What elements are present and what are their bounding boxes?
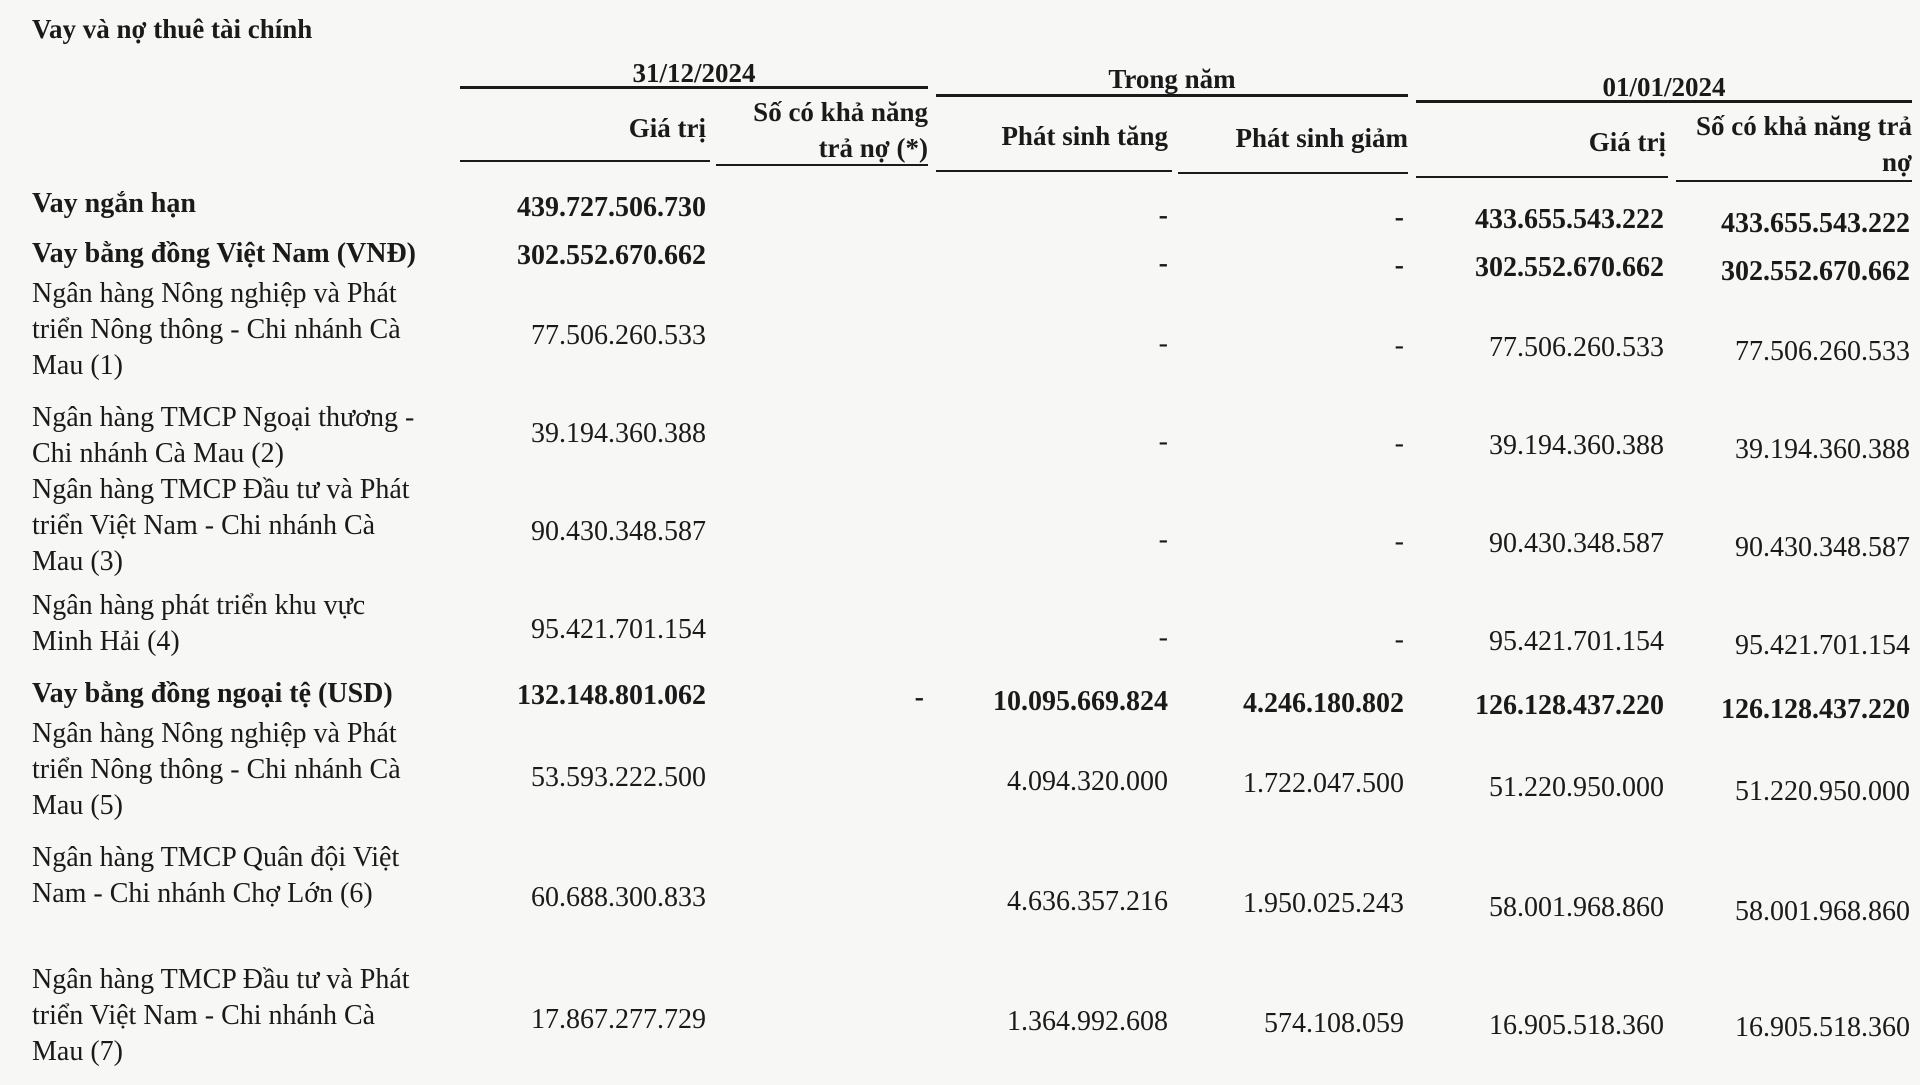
cell-increase: - bbox=[1158, 426, 1168, 457]
cell-begin-payable: 16.905.518.360 bbox=[1735, 1012, 1910, 1043]
col-rule-decrease bbox=[1178, 172, 1408, 174]
cell-end-payable: - bbox=[914, 682, 924, 713]
cell-begin-payable: 39.194.360.388 bbox=[1735, 434, 1910, 465]
cell-end-value: 60.688.300.833 bbox=[531, 882, 706, 913]
col-header-begin-payable: Số có khả năng trả nợ bbox=[1695, 111, 1912, 177]
cell-end-value: 53.593.222.500 bbox=[531, 762, 706, 793]
cell-end-value: 132.148.801.062 bbox=[517, 680, 706, 711]
row-label: Ngân hàng Nông nghiệp và Phát triển Nông thông - Chi nhánh Cà Mau (1) bbox=[32, 278, 401, 381]
cell-end-value: 17.867.277.729 bbox=[531, 1004, 706, 1035]
row-label: Ngân hàng TMCP Ngoại thương - Chi nhánh Cà Mau (2) bbox=[32, 402, 415, 469]
group-header-begin-period: 01/01/2024 bbox=[1602, 72, 1726, 102]
cell-begin-payable: 95.421.701.154 bbox=[1735, 630, 1910, 661]
cell-increase: - bbox=[1158, 328, 1168, 359]
cell-begin-payable: 433.655.543.222 bbox=[1721, 208, 1910, 239]
row-label: Ngân hàng TMCP Quân đội Việt Nam - Chi nhánh Chợ Lớn (6) bbox=[32, 842, 400, 909]
cell-increase: 4.636.357.216 bbox=[1007, 886, 1168, 917]
col-header-end-payable: Số có khả năng trả nợ (*) bbox=[753, 97, 928, 163]
cell-decrease: 1.722.047.500 bbox=[1243, 768, 1404, 799]
cell-decrease: - bbox=[1394, 624, 1404, 655]
row-label: Vay bằng đồng Việt Nam (VNĐ) bbox=[32, 238, 417, 269]
cell-decrease: 1.950.025.243 bbox=[1243, 888, 1404, 919]
cell-begin-payable: 58.001.968.860 bbox=[1735, 896, 1910, 927]
cell-begin-value: 90.430.348.587 bbox=[1489, 528, 1664, 559]
cell-end-value: 39.194.360.388 bbox=[531, 418, 706, 449]
cell-begin-value: 51.220.950.000 bbox=[1489, 772, 1664, 803]
group-rule-end-period bbox=[460, 86, 928, 89]
cell-begin-value: 58.001.968.860 bbox=[1489, 892, 1664, 923]
cell-increase: 4.094.320.000 bbox=[1007, 766, 1168, 797]
cell-decrease: 4.246.180.802 bbox=[1243, 688, 1404, 719]
cell-end-value: 439.727.506.730 bbox=[517, 192, 706, 223]
cell-end-value: 90.430.348.587 bbox=[531, 516, 706, 547]
cell-increase: - bbox=[1158, 248, 1168, 279]
cell-begin-value: 16.905.518.360 bbox=[1489, 1010, 1664, 1041]
col-rule-end-value bbox=[460, 160, 710, 162]
section-title: Vay và nợ thuê tài chính bbox=[32, 14, 313, 44]
col-header-begin-value: Giá trị bbox=[1588, 127, 1666, 157]
col-header-decrease: Phát sinh giảm bbox=[1235, 123, 1408, 153]
group-header-during-year: Trong năm bbox=[1108, 64, 1236, 94]
row-label: Ngân hàng phát triển khu vực Minh Hải (4) bbox=[32, 590, 366, 657]
cell-begin-payable: 77.506.260.533 bbox=[1735, 336, 1910, 367]
row-label: Vay ngắn hạn bbox=[32, 188, 196, 219]
col-header-end-value: Giá trị bbox=[628, 113, 706, 143]
group-rule-during-year bbox=[936, 94, 1408, 97]
cell-begin-value: 126.128.437.220 bbox=[1475, 690, 1664, 721]
cell-end-value: 95.421.701.154 bbox=[531, 614, 706, 645]
cell-decrease: - bbox=[1394, 250, 1404, 281]
cell-increase: - bbox=[1158, 622, 1168, 653]
cell-decrease: - bbox=[1394, 202, 1404, 233]
cell-end-value: 302.552.670.662 bbox=[517, 240, 706, 271]
row-label: Vay bằng đồng ngoại tệ (USD) bbox=[32, 678, 393, 709]
cell-decrease: 574.108.059 bbox=[1264, 1008, 1404, 1039]
cell-decrease: - bbox=[1394, 330, 1404, 361]
cell-decrease: - bbox=[1394, 428, 1404, 459]
cell-begin-value: 95.421.701.154 bbox=[1489, 626, 1664, 657]
col-rule-begin-value bbox=[1416, 176, 1668, 178]
col-header-increase: Phát sinh tăng bbox=[1001, 121, 1168, 151]
cell-begin-payable: 302.552.670.662 bbox=[1721, 256, 1910, 287]
col-rule-begin-payable bbox=[1676, 180, 1912, 182]
group-header-end-period: 31/12/2024 bbox=[632, 58, 756, 88]
cell-begin-value: 39.194.360.388 bbox=[1489, 430, 1664, 461]
cell-begin-payable: 126.128.437.220 bbox=[1721, 694, 1910, 725]
cell-increase: - bbox=[1158, 200, 1168, 231]
cell-decrease: - bbox=[1394, 526, 1404, 557]
cell-begin-value: 433.655.543.222 bbox=[1475, 204, 1664, 235]
cell-end-value: 77.506.260.533 bbox=[531, 320, 706, 351]
cell-increase: 1.364.992.608 bbox=[1007, 1006, 1168, 1037]
cell-begin-value: 302.552.670.662 bbox=[1475, 252, 1664, 283]
cell-begin-payable: 51.220.950.000 bbox=[1735, 776, 1910, 807]
cell-increase: - bbox=[1158, 524, 1168, 555]
group-rule-begin-period bbox=[1416, 100, 1912, 103]
row-label: Ngân hàng TMCP Đầu tư và Phát triển Việt Nam - Chi nhánh Cà Mau (7) bbox=[32, 964, 410, 1067]
row-label: Ngân hàng TMCP Đầu tư và Phát triển Việt Nam - Chi nhánh Cà Mau (3) bbox=[32, 474, 410, 577]
cell-begin-payable: 90.430.348.587 bbox=[1735, 532, 1910, 563]
col-rule-end-payable bbox=[716, 164, 928, 166]
col-rule-increase bbox=[936, 170, 1172, 172]
row-label: Ngân hàng Nông nghiệp và Phát triển Nông thông - Chi nhánh Cà Mau (5) bbox=[32, 718, 401, 821]
cell-begin-value: 77.506.260.533 bbox=[1489, 332, 1664, 363]
cell-increase: 10.095.669.824 bbox=[993, 686, 1168, 717]
